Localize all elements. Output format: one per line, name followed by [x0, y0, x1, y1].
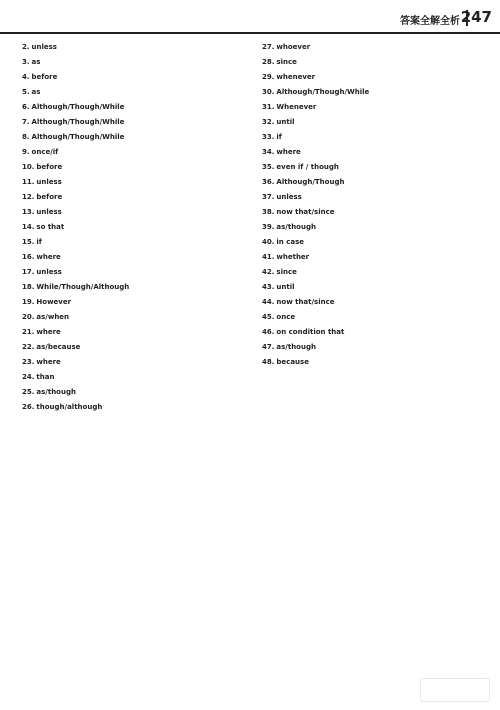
answer-entry: [262, 132, 492, 143]
answer-head: [262, 147, 492, 158]
answer-head: [22, 237, 250, 248]
answer-entry: [262, 312, 492, 323]
answer-key: Although/Though/While: [31, 118, 125, 126]
answer-key: until: [276, 283, 295, 291]
answer-head: [22, 117, 250, 128]
answer-head: [22, 72, 250, 83]
answer-entry: [262, 57, 492, 68]
answer-entry: [22, 192, 250, 203]
answer-number: 5.: [22, 88, 30, 96]
answer-head: [262, 192, 492, 203]
answer-number: 19.: [22, 298, 35, 306]
answer-number: 6.: [22, 103, 30, 111]
answer-entry: [262, 162, 492, 173]
answer-number: 23.: [22, 358, 35, 366]
answer-number: 43.: [262, 283, 275, 291]
answer-number: 10.: [22, 163, 35, 171]
answer-number: 13.: [22, 208, 35, 216]
answer-key: Whenever: [276, 103, 317, 111]
answer-head: [262, 297, 492, 308]
answer-entry: [262, 207, 492, 218]
answer-entry: [262, 237, 492, 248]
answer-head: [262, 57, 492, 68]
answer-key: as/because: [36, 343, 81, 351]
answer-entry: [262, 297, 492, 308]
answer-key: now that/since: [276, 208, 335, 216]
answer-head: [262, 342, 492, 353]
answer-key: if: [276, 133, 282, 141]
answer-key: Although/Though/While: [31, 133, 125, 141]
answer-head: [262, 132, 492, 143]
answer-head: [262, 282, 492, 293]
answer-entry: [262, 42, 492, 53]
answer-number: 40.: [262, 238, 275, 246]
answer-number: 27.: [262, 43, 275, 51]
answer-key: While/Though/Although: [36, 283, 130, 291]
answer-entry: [22, 177, 250, 188]
answer-head: [22, 57, 250, 68]
answer-number: 48.: [262, 358, 275, 366]
answer-number: 18.: [22, 283, 35, 291]
answer-number: 14.: [22, 223, 35, 231]
answer-number: 2.: [22, 43, 30, 51]
answer-number: 38.: [262, 208, 275, 216]
answer-entry: [22, 387, 250, 398]
answer-head: [22, 222, 250, 233]
answer-number: 46.: [262, 328, 275, 336]
watermark-logo: [420, 678, 490, 702]
answer-entry: [262, 87, 492, 98]
answer-head: [262, 72, 492, 83]
answer-number: 25.: [22, 388, 35, 396]
answer-head: [262, 327, 492, 338]
page-number: 247: [460, 8, 492, 26]
answer-head: [22, 102, 250, 113]
answer-key: since: [276, 268, 297, 276]
answer-number: 20.: [22, 313, 35, 321]
answer-key: because: [276, 358, 309, 366]
answer-entry: [262, 252, 492, 263]
left-column: [22, 42, 250, 700]
answer-number: 21.: [22, 328, 35, 336]
answer-entry: [22, 57, 250, 68]
answer-head: [22, 162, 250, 173]
answer-key: unless: [36, 268, 62, 276]
answer-key: though/although: [36, 403, 103, 411]
answer-entry: [262, 282, 492, 293]
answer-number: 35.: [262, 163, 275, 171]
answer-entry: [262, 327, 492, 338]
answer-key: Although/Though/While: [276, 88, 370, 96]
answer-key: unless: [276, 193, 302, 201]
answer-entry: [22, 117, 250, 128]
answer-entry: [22, 87, 250, 98]
answer-key: before: [36, 163, 63, 171]
answer-head: [22, 207, 250, 218]
answer-key: than: [36, 373, 55, 381]
answer-head: [262, 162, 492, 173]
answer-head: [22, 402, 250, 413]
answer-key: unless: [36, 178, 62, 186]
answer-key: as/though: [36, 388, 76, 396]
answer-head: [262, 42, 492, 53]
answer-head: [22, 267, 250, 278]
answer-head: [22, 387, 250, 398]
answer-head: [22, 252, 250, 263]
answer-entry: [22, 282, 250, 293]
answer-head: [22, 357, 250, 368]
answer-entry: [22, 342, 250, 353]
answer-key: unless: [31, 43, 57, 51]
answer-head: [262, 177, 492, 188]
answer-number: 31.: [262, 103, 275, 111]
answer-head: [22, 147, 250, 158]
answer-entry: [22, 42, 250, 53]
answer-key: whether: [276, 253, 310, 261]
answer-key: before: [36, 193, 63, 201]
answer-head: [22, 87, 250, 98]
answer-key: as/when: [36, 313, 70, 321]
answer-number: 16.: [22, 253, 35, 261]
answer-key: once: [276, 313, 296, 321]
answer-head: [262, 237, 492, 248]
answer-number: 11.: [22, 178, 35, 186]
answer-key: as: [31, 58, 41, 66]
answer-number: 12.: [22, 193, 35, 201]
answer-key: as: [31, 88, 41, 96]
answer-number: 3.: [22, 58, 30, 66]
answer-entry: [262, 267, 492, 278]
answer-number: 30.: [262, 88, 275, 96]
answer-head: [262, 207, 492, 218]
answer-head: [262, 357, 492, 368]
answer-head: [22, 177, 250, 188]
answer-head: [22, 372, 250, 383]
answer-entry: [22, 297, 250, 308]
answer-key: so that: [36, 223, 65, 231]
answer-entry: [22, 357, 250, 368]
answer-entry: [22, 237, 250, 248]
answer-number: 4.: [22, 73, 30, 81]
answer-number: 42.: [262, 268, 275, 276]
answer-key: once/if: [31, 148, 59, 156]
answer-number: 24.: [22, 373, 35, 381]
answer-key: Although/Though/While: [31, 103, 125, 111]
answer-entry: [262, 177, 492, 188]
answer-entry: [262, 117, 492, 128]
answer-number: 29.: [262, 73, 275, 81]
answer-entry: [22, 222, 250, 233]
answer-number: 45.: [262, 313, 275, 321]
answer-entry: [262, 192, 492, 203]
answer-number: 36.: [262, 178, 275, 186]
answer-head: [262, 87, 492, 98]
answer-entry: [22, 132, 250, 143]
answer-number: 39.: [262, 223, 275, 231]
answer-entry: [22, 402, 250, 413]
answer-entry: [262, 342, 492, 353]
answer-head: [22, 312, 250, 323]
right-column: [262, 42, 492, 700]
answer-number: 7.: [22, 118, 30, 126]
answer-entry: [262, 72, 492, 83]
answer-head: [262, 117, 492, 128]
answer-number: 37.: [262, 193, 275, 201]
answer-key: since: [276, 58, 297, 66]
answer-head: [262, 222, 492, 233]
answer-number: 9.: [22, 148, 30, 156]
answer-number: 17.: [22, 268, 35, 276]
answer-entry: [262, 102, 492, 113]
answer-number: 28.: [262, 58, 275, 66]
answer-head: [262, 312, 492, 323]
answer-entry: [22, 72, 250, 83]
answer-entry: [262, 222, 492, 233]
answer-key: where: [276, 148, 301, 156]
answer-entry: [22, 252, 250, 263]
answer-head: [262, 267, 492, 278]
answer-number: 33.: [262, 133, 275, 141]
answer-head: [22, 297, 250, 308]
answer-entry: [22, 267, 250, 278]
answer-key: before: [31, 73, 58, 81]
answer-head: [22, 327, 250, 338]
answer-head: [22, 42, 250, 53]
answer-entry: [22, 162, 250, 173]
answer-entry: [262, 357, 492, 368]
answer-entry: [262, 147, 492, 158]
answer-key: Although/Though: [276, 178, 345, 186]
answer-number: 44.: [262, 298, 275, 306]
answer-key: as/though: [276, 343, 316, 351]
header-title: 答案全解全析: [400, 16, 460, 27]
answer-number: 32.: [262, 118, 275, 126]
answer-key: whenever: [276, 73, 316, 81]
answer-key: now that/since: [276, 298, 335, 306]
answer-key: even if / though: [276, 163, 339, 171]
answer-key: if: [36, 238, 42, 246]
answer-key: whoever: [276, 43, 311, 51]
answer-number: 22.: [22, 343, 35, 351]
answer-number: 41.: [262, 253, 275, 261]
answer-entry: [22, 147, 250, 158]
answer-number: 26.: [22, 403, 35, 411]
answer-entry: [22, 327, 250, 338]
answer-key: However: [36, 298, 72, 306]
answer-key: where: [36, 358, 61, 366]
answer-head: [22, 132, 250, 143]
answer-entry: [22, 312, 250, 323]
answer-key: where: [36, 253, 61, 261]
answer-key: in case: [276, 238, 305, 246]
answer-key: until: [276, 118, 295, 126]
answer-head: [262, 252, 492, 263]
answer-number: 8.: [22, 133, 30, 141]
answer-key: unless: [36, 208, 62, 216]
page-header: [0, 0, 500, 34]
answer-number: 34.: [262, 148, 275, 156]
answer-key: on condition that: [276, 328, 345, 336]
answer-head: [22, 342, 250, 353]
answer-entry: [22, 207, 250, 218]
answer-head: [22, 192, 250, 203]
answer-number: 15.: [22, 238, 35, 246]
answer-entry: [22, 102, 250, 113]
answer-entry: [22, 372, 250, 383]
answer-head: [262, 102, 492, 113]
answer-key: as/though: [276, 223, 316, 231]
answer-number: 47.: [262, 343, 275, 351]
answer-head: [22, 282, 250, 293]
answer-key: where: [36, 328, 61, 336]
